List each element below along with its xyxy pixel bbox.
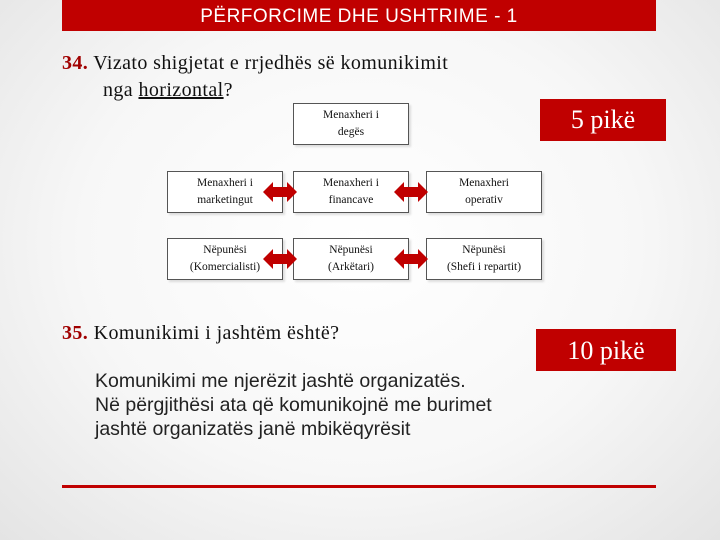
org-box-line: Nëpunësi [462, 244, 506, 256]
question-34-text-line1: Vizato shigjetat e rrjedhës së komunikimit [93, 52, 449, 74]
answer-line: Në përgjithësi ata që komunikojnë me burimet [95, 394, 492, 416]
org-box-line: financave [328, 194, 374, 206]
double-arrow-icon [263, 248, 297, 270]
org-box-line: Nëpunësi [329, 244, 373, 256]
bottom-divider [62, 485, 656, 488]
org-box-line: Menaxheri i [197, 177, 253, 189]
question-34-suffix: ? [223, 79, 233, 101]
answer-35 [95, 369, 555, 441]
org-box-branch-manager [293, 103, 409, 145]
org-box-line: (Komercialisti) [189, 261, 261, 273]
question-34-underlined: horizontal [138, 79, 224, 101]
org-box-line: Menaxheri i [323, 177, 379, 189]
org-box-finance-manager [293, 171, 409, 213]
org-box-line: (Shefi i repartit) [446, 261, 522, 273]
answer-line: Komunikimi me njerëzit jashtë organizatës. [95, 370, 466, 392]
double-arrow-icon [263, 181, 297, 203]
page-title: PËRFORCIME DHE USHTRIME - 1 [62, 0, 656, 31]
org-box-line: Nëpunësi [203, 244, 247, 256]
question-34 [62, 50, 542, 104]
org-box-line: marketingut [197, 194, 253, 206]
answer-line: jashtë organizatës janë mbikëqyrësit [95, 418, 411, 440]
question-35 [62, 322, 339, 345]
org-box-line: Menaxheri i [323, 109, 379, 121]
org-box-line: degës [337, 126, 365, 138]
points-badge-5: 5 pikë [540, 99, 666, 141]
question-34-prefix: nga [103, 79, 139, 101]
question-34-number: 34. [62, 52, 89, 74]
org-box-line: (Arkëtari) [328, 261, 374, 273]
double-arrow-icon [394, 248, 428, 270]
points-badge-10: 10 pikë [536, 329, 676, 371]
question-35-number: 35. [62, 322, 89, 344]
question-35-text: Komunikimi i jashtëm është? [93, 322, 340, 344]
org-box-line: operativ [465, 194, 503, 206]
question-34-text-line2 [62, 77, 542, 104]
org-box-clerk-shop-chief [426, 238, 542, 280]
double-arrow-icon [394, 181, 428, 203]
org-box-clerk-cashier [293, 238, 409, 280]
org-box-line: Menaxheri [459, 177, 509, 189]
org-box-operations-manager [426, 171, 542, 213]
